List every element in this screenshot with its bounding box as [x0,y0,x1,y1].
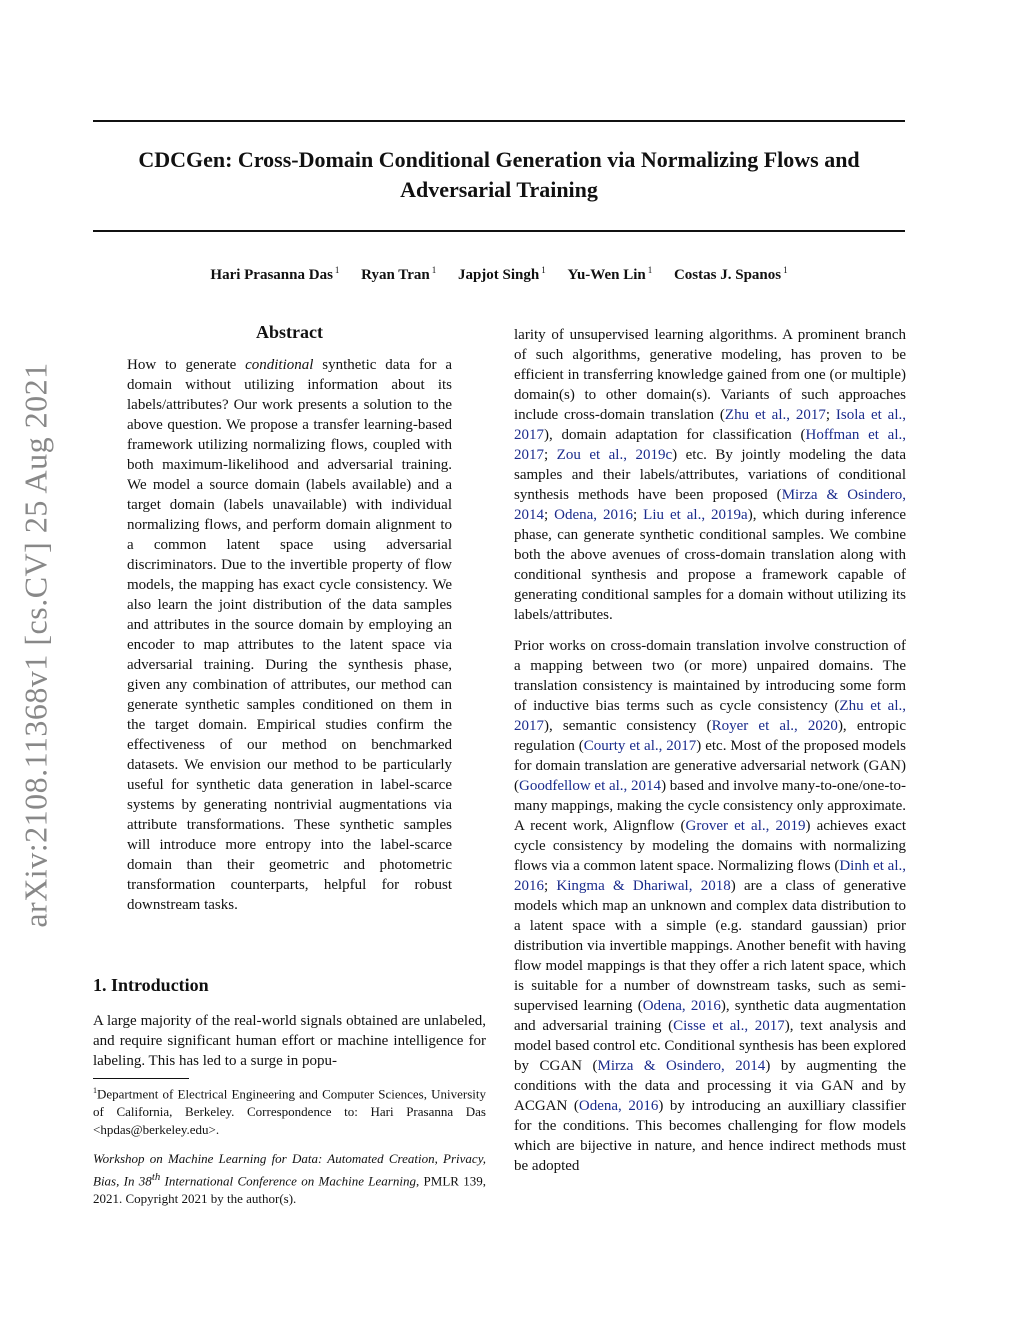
paragraph-text: ) are a class of generative models which map an unknown and complex data distribution to a latent space with a simple (e.g. standard gaussian) prior distribution via invertible mappings. Another benefit with having flow model mappings is that they offer a rich latent space, which is suitable for a number of downstream tasks, such as semi-supervised learning ( [514,878,907,1014]
section-heading-introduction: 1. Introduction [93,975,209,995]
paragraph-text: ) by introducing an auxilliary classifier for the conditions. This becomes challenging for flow models which are bijective in nature, and hence indirect methods must be adopted [514,1098,906,1174]
paragraph-text: ; [544,878,557,894]
paragraph-text: ) etc. By jointly modeling the data samples and their labels/attributes, variations of conditional synthesis methods have been proposed ( [514,447,906,503]
citation-link[interactable]: Hoffman et al., 2017 [514,427,906,463]
right-column [514,325,906,1187]
paragraph-text: ), entropic regulation ( [514,718,907,754]
paragraph-text: ), domain adaptation for classification ( [544,427,806,443]
citation-link[interactable]: Zou et al., 2019c [556,447,673,463]
title-rule-top [93,120,905,122]
citation-link[interactable]: Royer et al., 2020 [711,718,838,734]
paragraph-text: larity of unsupervised learning algorithms. A prominent branch of such algorithms, generative modeling, has proven to be efficient in transferring knowledge gained from one (or multiple) domain(s) to other domain(s). Variants of such approaches include cross-domain translation ( [514,327,906,423]
paragraph-text: ) achieves exact cycle consistency by modeling the domains with normalizing flows via a common latent space. Normalizing flows ( [514,818,906,874]
abstract-body: How to generate conditional synthetic data for a domain without utilizing information about its labels/attributes? Our work presents a solution to the above question. We propose a transfer learning-based framework utilizing normalizing flows, coupled with both maximum-likelihood and adversarial training. We model a source domain (labels available) and a target domain (labels unavailable) with individual normalizing flows, and perform domain alignment to a common latent space using adversarial discriminators. Due to the invertible property of flow models, the mapping has exact cycle consistency. We also learn the joint distribution of the data samples and attributes in the source domain by employing an encoder to map attributes to the latent space via adversarial training. During the synthesis phase, given any combination of attributes, our method can generate synthetic samples conditioned on them in the target domain. Empirical studies confirm the effectiveness of our method on benchmarked datasets. We envision our method to be particularly useful for synthetic data generation in label-scarce systems by generating nontrivial augmentations via attribute transformations. These synthetic samples will introduce more entropy into the label-scarce domain than their geometric and photometric transformation counterparts, helpful for robust downstream tasks. [127,357,452,913]
citation-link[interactable]: Odena, 2016 [642,998,721,1014]
paragraph-text: ), text analysis and model based control etc. Conditional synthesis has been explored by CGAN ( [514,1018,906,1074]
paragraph-text: ), which during inference phase, can generate synthetic conditional samples. We combine both the above avenues of cross-domain translation along with conditional synthesis and propose a framework capable of generating conditional samples for a domain without utilizing its labels/attributes. [514,507,906,623]
title-line-2: Adversarial Training [400,177,598,202]
paragraph-related-work-2 [514,636,906,1176]
paragraph-related-work-1 [514,325,906,625]
title-rule-bottom [93,230,905,232]
citation-link[interactable]: Mirza & Osindero, 2014 [597,1058,766,1074]
citation-link[interactable]: Grover et al., 2019 [685,818,806,834]
citation-link[interactable]: Cisse et al., 2017 [673,1018,785,1034]
footnote-rule [93,1078,189,1079]
author: Ryan Tran $^1$ [361,265,437,283]
citation-link[interactable]: Zhu et al., 2017 [724,407,826,423]
abstract-heading: Abstract [256,322,323,342]
author: Costas J. Spanos $^1$ [673,265,788,283]
paragraph-text: Prior works on cross-domain translation involve construction of a mapping between two (or more) unpaired domains. The translation consistency is maintained by introducing some form of inductive bias terms such as cycle consistency ( [514,638,906,714]
author: Japjot Singh $^1$ [457,265,546,283]
author: Yu-Wen Lin $^1$ [567,265,653,283]
paragraph-text: ) based and involve many-to-one/one-to-many mappings, making the cycle consistency only approximate. A recent work, Alignflow ( [514,778,906,834]
citation-link[interactable]: Courty et al., 2017 [583,738,697,754]
paragraph-text: ; [825,407,836,423]
paragraph-text: ; [544,507,555,523]
citation-link[interactable]: Odena, 2016 [578,1098,659,1114]
title-line-1: CDCGen: Cross-Domain Conditional Generation via Normalizing Flows and [138,147,860,172]
citation-link[interactable]: Dinh et al., 2016 [514,858,906,894]
citation-link[interactable]: Goodfellow et al., 2014 [519,778,662,794]
paragraph-text: ; [544,447,557,463]
citation-link[interactable]: Liu et al., 2019a [643,507,748,523]
author-list [93,265,905,284]
affiliation-footnote: $^1$Department of Electrical Engineering and Computer Sciences, University of California, Berkeley. Correspondence to: Hari Prasanna Das <hpdas@berkeley.edu>. [93,1086,486,1138]
citation-link[interactable]: Odena, 2016 [554,507,634,523]
paragraph-text: ) by augmenting the conditions with the data and processing it via GAN and by ACGAN ( [514,1058,906,1114]
paragraph-text: ), synthetic data augmentation and adversarial training ( [514,998,906,1034]
citation-link[interactable]: Zhu et al., 2017 [514,698,906,734]
citation-link[interactable]: Kingma & Dhariwal, 2018 [556,878,731,894]
author: Hari Prasanna Das $^1$ [210,265,340,283]
paragraph-text: ; [633,507,644,523]
intro-left-text: A large majority of the real-world signals obtained are unlabeled, and require significant human effort or machine intelligence for labeling. This has led to a surge in popu- [93,1013,486,1069]
workshop-note: Workshop on Machine Learning for Data: Automated Creation, Privacy, Bias, In 38th International Conference on Machine Learning, PMLR 139, 2021. Copyright 2021 by the author(s). [93,1151,486,1207]
citation-link[interactable]: Mirza & Osindero, 2014 [514,487,906,523]
citation-link[interactable]: Isola et al., 2017 [514,407,906,443]
paragraph-text: ), semantic consistency ( [544,718,712,734]
paragraph-text: ) etc. Most of the proposed models for domain translation are generative adversarial network (GAN) ( [514,738,906,794]
paper-title [93,145,905,205]
